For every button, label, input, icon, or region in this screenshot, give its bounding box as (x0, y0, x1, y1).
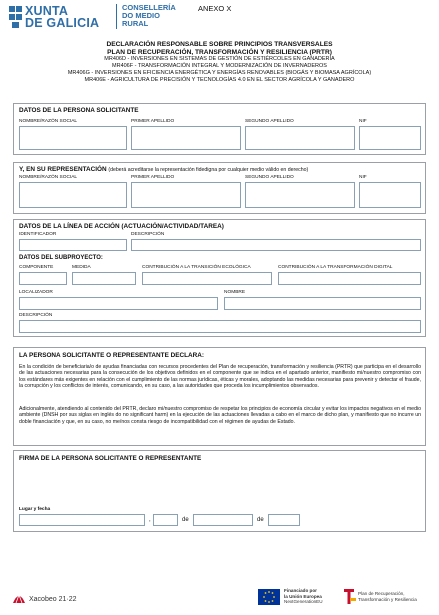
field-label: NOMBRE/RAZÓN SOCIAL (19, 175, 78, 180)
lugar-input[interactable] (19, 514, 145, 526)
field-label: PRIMER APELLIDO (131, 175, 175, 180)
subproyecto-descripcion-input[interactable] (19, 320, 421, 333)
comma-separator: , (149, 517, 151, 523)
eu-line3: NextGenerationEU (284, 599, 323, 604)
field-label: SEGUNDO APELLIDO (245, 175, 294, 180)
mes-input[interactable] (193, 514, 253, 526)
eu-funding-text (284, 588, 323, 605)
componente-input[interactable] (19, 272, 67, 285)
descripcion-input[interactable] (131, 239, 421, 251)
field-label: NIF (359, 175, 367, 180)
representante-apellido1-input[interactable] (131, 182, 241, 208)
field-label: MEDIDA (72, 265, 91, 270)
solicitante-nombre-input[interactable] (19, 126, 127, 150)
representante-apellido2-input[interactable] (245, 182, 355, 208)
declaration-paragraph-2: Adicionalmente, atendiendo al contenido del PRTR, declaro mi/nuestro compromiso de respetar los principios de economía circular y evitar los impactos negativos en el medio ambiente (DNSH por sus siglas en inglés do no significant harm) en la ejecución de las actuaciones llevadas a cabo en el marco de dicho plan, y manifiesto que no incurre un doble financiación y que, en su caso, no me/nos consta riesgo de incompatibilidad con el régimen de ayudas de Estado. (19, 406, 421, 425)
title-line1: DECLARACIÓN RESPONSABLE SOBRE PRINCIPIOS TRANSVERSALES (106, 41, 333, 48)
section-title: FIRMA DE LA PERSONA SOLICITANTE O REPRESENTANTE (19, 455, 202, 462)
page-header (0, 0, 439, 40)
eu-flag-icon (258, 589, 280, 605)
conselleria-name (116, 4, 196, 29)
field-label: LOCALIZADOR (19, 290, 53, 295)
declaration-paragraph-1: En la condición de beneficiaria/o de ayudas financiadas con recursos procedentes del Plan de recuperación, transformación y resiliencia (PRTR) que participa en el desarrollo de las actuaciones necesarias para la consecución de los objetivos definidos en el componente que se indica en el apartado anterior, manifiesto mi/nuestro compromiso con los estándares más exigentes en relación con el cumplimiento de las normas jurídicas, éticas y morales, adoptando las medidas necesarias para prevenir y detectar el fraude, la corrupción y los conflictos de interés, comunicando, en su caso, a las autoridades que proceda los incumplimientos observados. (19, 364, 421, 389)
xunta-line1: XUNTA (25, 4, 69, 18)
field-label: NIF (359, 119, 367, 124)
de-separator: de (182, 517, 189, 523)
representacion-title: Y, EN SU REPRESENTACIÓN (19, 166, 107, 173)
de-separator: de (257, 517, 264, 523)
contribucion-digital-input[interactable] (278, 272, 421, 285)
ano-input[interactable] (268, 514, 300, 526)
xunta-line2: DE GALICIA (25, 16, 100, 30)
conselleria-line3: RURAL (122, 19, 149, 29)
identificador-input[interactable] (19, 239, 127, 251)
anexo-label: ANEXO X (198, 4, 232, 13)
xacobeo-logo (12, 593, 76, 605)
solicitante-apellido1-input[interactable] (131, 126, 241, 150)
solicitante-section (13, 103, 426, 155)
firma-section (13, 450, 426, 532)
field-label: DESCRIPCIÓN (131, 232, 165, 237)
solicitante-nif-input[interactable] (359, 126, 421, 150)
field-label: DESCRIPCIÓN (19, 313, 53, 318)
accion-section (13, 219, 426, 337)
field-label: COMPONENTE (19, 265, 54, 270)
contribucion-ecologica-input[interactable] (142, 272, 272, 285)
xacobeo-shell-icon (12, 593, 26, 605)
program-line: MR406G - INVERSIONES EN EFICIENCIA ENERGÉTICA Y ENERGÍAS RENOVABLES (BIOGÁS Y BIOMASA AGRÍCOLA) (67, 70, 372, 77)
field-label: IDENTIFICADOR (19, 232, 57, 237)
section-title (19, 166, 308, 173)
xunta-logo (9, 5, 99, 29)
eu-line2: la Unión Europea (284, 593, 322, 599)
solicitante-apellido2-input[interactable] (245, 126, 355, 150)
eu-line1: Financiado por (284, 588, 317, 593)
dia-input[interactable] (153, 514, 178, 526)
representacion-section (13, 162, 426, 214)
program-line: MR406F - TRANSFORMACIÓN INTEGRAL Y MODERNIZACIÓN DE INVERNADEROS (112, 63, 327, 70)
subproyecto-title: DATOS DEL SUBPROYECTO: (19, 255, 103, 261)
nombre-input[interactable] (224, 297, 421, 310)
plan-line2: Transformación y Resiliencia (358, 596, 417, 602)
representacion-note: (deberá acreditarse la representación fidedigna por cualquier medio válido en derecho) (108, 167, 309, 173)
section-title: DATOS DE LA PERSONA SOLICITANTE (19, 107, 139, 114)
lugar-fecha-label: Lugar y fecha (19, 507, 51, 512)
conselleria-line2: DO MEDIO (122, 11, 160, 21)
field-label: NOMBRE/RAZÓN SOCIAL (19, 119, 78, 124)
document-titles (0, 41, 439, 85)
program-line: MR406D - INVERSIONES EN SISTEMAS DE GESTIÓN DE ESTIÉRCOLES EN GANADERÍA (104, 56, 335, 63)
plan-text (358, 591, 417, 602)
xacobeo-text: Xacobeo 21·22 (29, 595, 77, 603)
declara-section (13, 347, 426, 446)
xunta-emblem-icon (9, 6, 22, 28)
section-title: LA PERSONA SOLICITANTE O REPRESENTANTE DECLARA: (19, 352, 204, 359)
field-label: SEGUNDO APELLIDO (245, 119, 294, 124)
localizador-input[interactable] (19, 297, 218, 310)
plan-line1: Plan de Recuperación, (358, 591, 405, 596)
field-label: NOMBRE (224, 290, 246, 295)
title-line2: PLAN DE RECUPERACIÓN, TRANSFORMACIÓN Y RESILIENCIA (PRTR) (107, 48, 332, 56)
field-label: CONTRIBUCIÓN A LA TRANSICIÓN ECOLÓGICA (142, 265, 251, 270)
representante-nif-input[interactable] (359, 182, 421, 208)
page-footer (0, 585, 439, 615)
medida-input[interactable] (72, 272, 136, 285)
field-label: CONTRIBUCIÓN A LA TRANSFORMACIÓN DIGITAL (278, 265, 393, 270)
section-title: DATOS DE LA LÍNEA DE ACCIÓN (ACTUACIÓN/ACTIVIDAD/TAREA) (19, 223, 224, 230)
field-label: PRIMER APELLIDO (131, 119, 175, 124)
plan-logo-icon (344, 589, 356, 610)
representante-nombre-input[interactable] (19, 182, 127, 208)
program-line: MR406E - AGRICULTURA DE PRECISIÓN Y TECNOLOGÍAS 4.0 EN EL SECTOR AGRÍCOLA Y GANADERO (84, 77, 355, 84)
conselleria-line1: CONSELLERÍA (122, 3, 176, 12)
